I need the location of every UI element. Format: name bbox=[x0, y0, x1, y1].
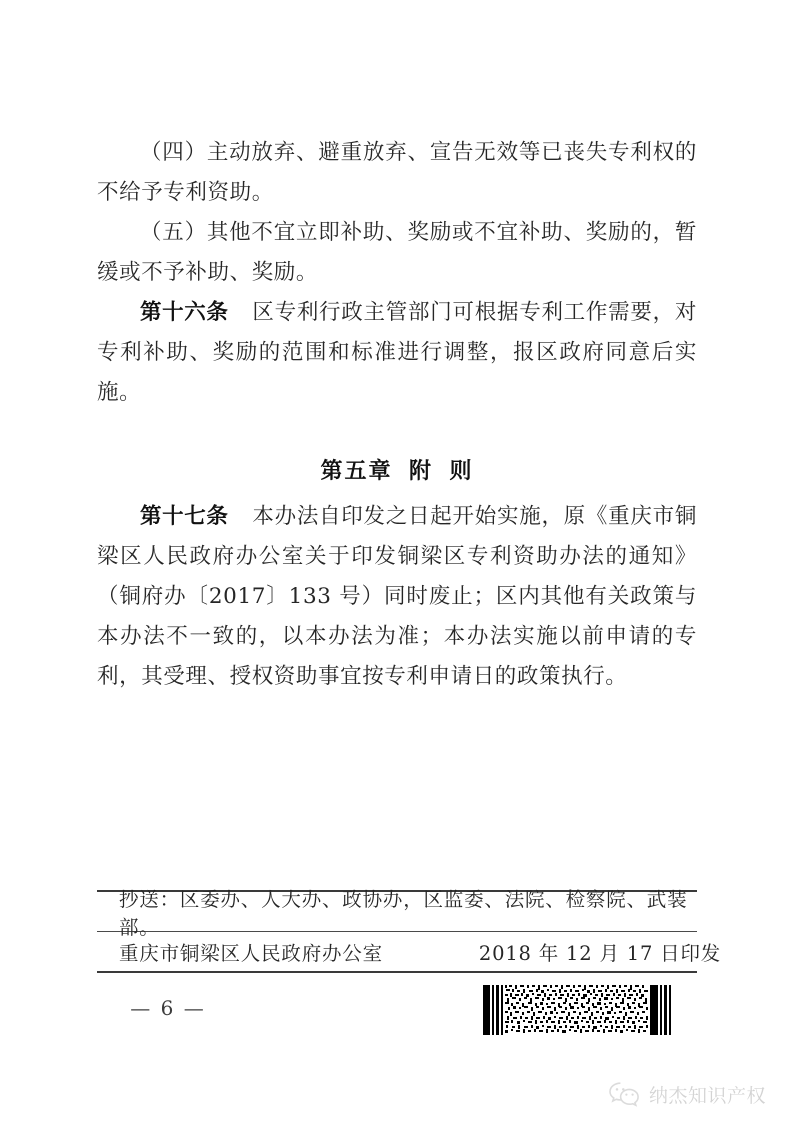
paragraph-item-4: （四）主动放弃、避重放弃、宣告无效等已丧失专利权的不给予专利资助。 bbox=[97, 140, 697, 205]
footer-copies-text: 抄送：区委办、人大办、政协办，区监委、法院、检察院、武装部。 bbox=[119, 887, 688, 939]
article-17-lead: 第十七条 bbox=[140, 504, 229, 529]
article-16-lead: 第十六条 bbox=[140, 300, 229, 325]
watermark-text: 纳杰知识产权 bbox=[649, 1084, 767, 1107]
chapter-heading-title-1: 附 bbox=[408, 458, 433, 484]
article-16 bbox=[97, 293, 697, 413]
paragraph-item-5: （五）其他不宜立即补助、奖励或不宜补助、奖励的，暂缓或不予补助、奖励。 bbox=[97, 220, 697, 285]
watermark bbox=[608, 1076, 766, 1112]
document-footer bbox=[97, 887, 722, 973]
chapter-heading-title-2: 则 bbox=[449, 458, 474, 484]
footer-issuing-office: 重庆市铜梁区人民政府办公室 bbox=[119, 941, 383, 965]
chapter-heading-number: 第五章 bbox=[320, 458, 393, 484]
footer-issue-date: 2018 年 12 月 17 日印发 bbox=[478, 941, 722, 965]
pdf417-barcode bbox=[483, 985, 673, 1035]
wechat-icon bbox=[608, 1081, 642, 1107]
document-body bbox=[97, 133, 697, 697]
article-17 bbox=[97, 497, 697, 697]
chapter-heading bbox=[97, 413, 697, 497]
article-17-text: 本办法自印发之日起开始实施，原《重庆市铜梁区人民政府办公室关于印发铜梁区专利资助办法的通知》（铜府办〔2017〕133 号）同时废止；区内其他有关政策与本办法不一致的，以本办法为准；本办法实施以前申请的专利，其受理、授权资助事宜按专利申请日的政策执行。 bbox=[97, 504, 697, 689]
footer-divider-bottom bbox=[97, 971, 697, 973]
page-number: — 6 — bbox=[130, 996, 206, 1020]
footer-copies-row bbox=[97, 887, 697, 939]
article-16-text: 区专利行政主管部门可根据专利工作需要，对专利补助、奖励的范围和标准进行调整，报区政府同意后实施。 bbox=[97, 300, 697, 405]
